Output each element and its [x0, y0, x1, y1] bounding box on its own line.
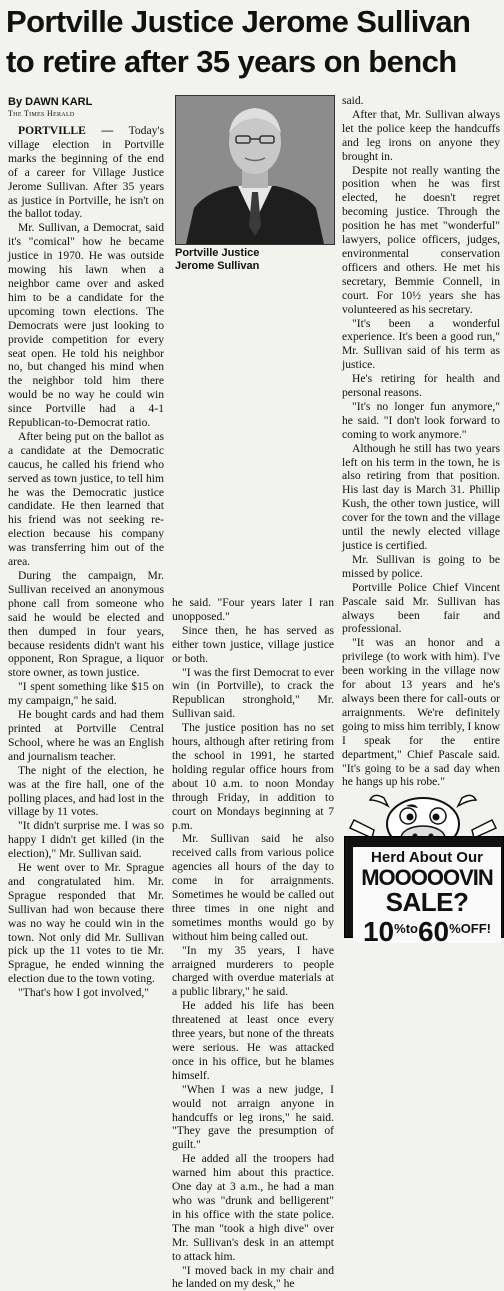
- article-paragraph: [172, 624, 334, 666]
- paragraph-text: After that, Mr. Sullivan always let the police keep the handcuffs and leg irons on anyone they brought in.: [342, 108, 500, 163]
- article-paragraph: [342, 553, 500, 581]
- byline-author: By DAWN KARL: [8, 96, 92, 108]
- ad-pct-sign-1: %: [394, 921, 406, 936]
- caption-line-1: Portville Justice: [175, 247, 333, 260]
- paragraph-text: During the campaign, Mr. Sullivan received an anonymous phone call from someone who said he would be elected and then dumped in four years, because residents didn't want his opponent, Ron Sprague, a liquor store owner, as town justice.: [8, 569, 164, 679]
- paragraph-text: "It didn't surprise me. I was so happy I didn't get killed (in the election)," Mr. Sullivan said.: [8, 819, 164, 860]
- article-column-3: [342, 94, 500, 794]
- article-paragraph: [8, 680, 164, 708]
- article-paragraph: [172, 944, 334, 1000]
- paragraph-text: After being put on the ballot as a candidate at the Democratic caucus, he called his friend who served as town justice, to tell him he was the Democratic justice candidate. He then learned that his friend was not seeking re-election because his company was transferring him out of the area.: [8, 430, 164, 568]
- paragraph-text: He went over to Mr. Sprague and congratulated him. Mr. Sprague responded that Mr. Sullivan had won because there was no way he could win in the town. Not only did Mr. Sullivan pick up the 11 votes to tie Mr. Sprague, he ended winning the election due to the town voting.: [8, 861, 164, 985]
- paragraph-text: "In my 35 years, I have arraigned murderers to people charged with overdue materials at a public library," he said.: [172, 944, 334, 999]
- paragraph-text: "It was an honor and a privilege (to work with him). I've been working in the village now for about 13 years and he's always been there for call-outs or arraignments. We're definitely going to miss him terribly, I know I speak for the entire department," Chief Pascale said. "It's going to be a sad day when he hangs up his robe.": [342, 636, 500, 788]
- article-paragraph: [8, 124, 164, 221]
- dateline: PORTVILLE —: [18, 124, 113, 137]
- paragraph-text: "When I was a new judge, I would not arraign anyone in handcuffs or leg irons," he said. "They gave the presumption of guilt.": [172, 1083, 334, 1152]
- caption-line-2: Jerome Sullivan: [175, 260, 333, 273]
- paragraph-text: he said. "Four years later I ran unopposed.": [172, 596, 334, 623]
- article-paragraph: [8, 569, 164, 680]
- paragraph-text: "That's how I got involved,": [18, 986, 149, 999]
- byline-publication: The Times Herald: [8, 109, 75, 118]
- article-paragraph: [172, 999, 334, 1082]
- article-paragraph: [8, 986, 164, 1000]
- paragraph-text: Since then, he has served as either town justice, village justice or both.: [172, 624, 334, 665]
- article-paragraph: [8, 430, 164, 569]
- paragraph-text: "I spent something like $15 on my campaign," he said.: [8, 680, 164, 707]
- ad-pct-sign-2: %: [449, 921, 461, 936]
- paragraph-text: The justice position has no set hours, although after retiring from the school in 1991, he started holding regular office hours from about 10 a.m. to noon Monday through Friday, in addition to court on Mondays beginning at 7 p.m.: [172, 721, 334, 831]
- ad-moooovin: MOOOOOVIN: [353, 867, 501, 889]
- sale-advertisement: [344, 790, 504, 936]
- article-paragraph: [8, 708, 164, 764]
- article-paragraph: [8, 861, 164, 986]
- article-paragraph: [342, 636, 500, 789]
- ad-pct-from: 10: [363, 916, 394, 947]
- article-paragraph: [8, 764, 164, 820]
- ad-off: OFF!: [461, 921, 491, 936]
- paragraph-text: Although he still has two years left on his term in the town, he is also retiring from that position. His last day is March 31. Phillip Kush, the other town justice, will cover for the town and the village until the newly elected village justice is certified.: [342, 442, 500, 552]
- article-paragraph: [342, 442, 500, 553]
- ad-pct-to: 60: [418, 916, 449, 947]
- ad-to: to: [406, 921, 418, 936]
- article-paragraph: [172, 666, 334, 722]
- article-paragraph: [8, 819, 164, 861]
- paragraph-text: Mr. Sullivan is going to be missed by police.: [342, 553, 500, 580]
- paragraph-text: said.: [342, 94, 364, 107]
- portrait-photo: [175, 95, 335, 245]
- article-paragraph: [172, 832, 334, 943]
- paragraph-text: He added his life has been threatened at least once every three years, but none of the threats were serious. He was attacked once in his office, but he blames himself.: [172, 999, 334, 1082]
- article-paragraph: [342, 372, 500, 400]
- ad-panel: [344, 836, 504, 938]
- ad-sale: SALE?: [353, 889, 501, 915]
- paragraph-text: The night of the election, he was at the fire hall, one of the polling places, and had lost in the village by 11 votes.: [8, 764, 164, 819]
- paragraph-text: He bought cards and had them printed at Portville Central School, where he was an English and journalism teacher.: [8, 708, 164, 763]
- portrait-image: [176, 96, 334, 244]
- article-paragraph: [342, 317, 500, 373]
- paragraph-text: "It's no longer fun anymore," he said. "I don't look forward to coming to work anymore.": [342, 400, 500, 441]
- paragraph-text: Despite not really wanting the position when he was first elected, he doesn't regret becoming justice. Through the position he has met "wonderful" lawyers, police officers, judges, environmental conservation officers and others. He met his secretary, Bemmie Connell, in court. For 10½ years she has volunteered as his secretary.: [342, 164, 500, 316]
- paragraph-text: He's retiring for health and personal reasons.: [342, 372, 500, 399]
- paragraph-text: Portville Police Chief Vincent Pascale said Mr. Sullivan has always been fair and professional.: [342, 581, 500, 636]
- ad-discount: [353, 915, 501, 946]
- article-paragraph: [342, 581, 500, 637]
- article-paragraph: [342, 164, 500, 317]
- ad-tagline: Herd About Our: [353, 849, 501, 867]
- paragraph-text: "It's been a wonderful experience. It's been a good run," Mr. Sullivan said of his term as justice.: [342, 317, 500, 372]
- article-paragraph: [172, 721, 334, 832]
- photo-caption: [175, 247, 333, 273]
- article-paragraph: [172, 1264, 334, 1291]
- article-paragraph: [342, 94, 500, 108]
- paragraph-text: Mr. Sullivan said he also received calls from various police agencies all hours of the day to come in for arraignments. Sometimes he would be called out three times in one night and sometimes months would go by without him being called out.: [172, 832, 334, 942]
- article-paragraph: [172, 1152, 334, 1263]
- article-paragraph: [172, 596, 334, 624]
- paragraph-text: He added all the troopers had warned him about this practice. One day at 3 a.m., he had a man who was "drunk and belligerent" in his office with the state police. The man "took a high dive" over Mr. Sullivan's desk in an attempt to attack him.: [172, 1152, 334, 1262]
- headline: Portville Justice Jerome Sullivan to retire after 35 years on bench: [6, 2, 502, 82]
- article-paragraph: [172, 1083, 334, 1153]
- article-paragraph: [342, 400, 500, 442]
- paragraph-text: Mr. Sullivan, a Democrat, said it's "comical" how he became justice in 1970. He was outside mowing his lawn when a neighbor came over and asked him to be a candidate for the upcoming town elections. The Democrats were just looking to provide competition for every seat open. He told his neighbor no, but changed his mind when the neighbor told him there would be no way he could win since Portville had a 4-1 Republican-to-Democrat ratio.: [8, 221, 164, 429]
- article-column-2: [172, 596, 334, 936]
- article-paragraph: [8, 221, 164, 430]
- paragraph-text: "I was the first Democrat to ever win (in Portville), to crack the Republican stronghold," Mr. Sullivan said.: [172, 666, 334, 721]
- article-paragraph: [342, 108, 500, 164]
- article-column-1: [8, 124, 164, 936]
- paragraph-text: "I moved back in my chair and he landed on my desk," he: [172, 1264, 334, 1291]
- paragraph-text: Today's village election in Portville marks the beginning of the end of a career for Village Justice Jerome Sullivan. After 35 years as justice in Portville, he isn't on the ballot today.: [8, 124, 164, 220]
